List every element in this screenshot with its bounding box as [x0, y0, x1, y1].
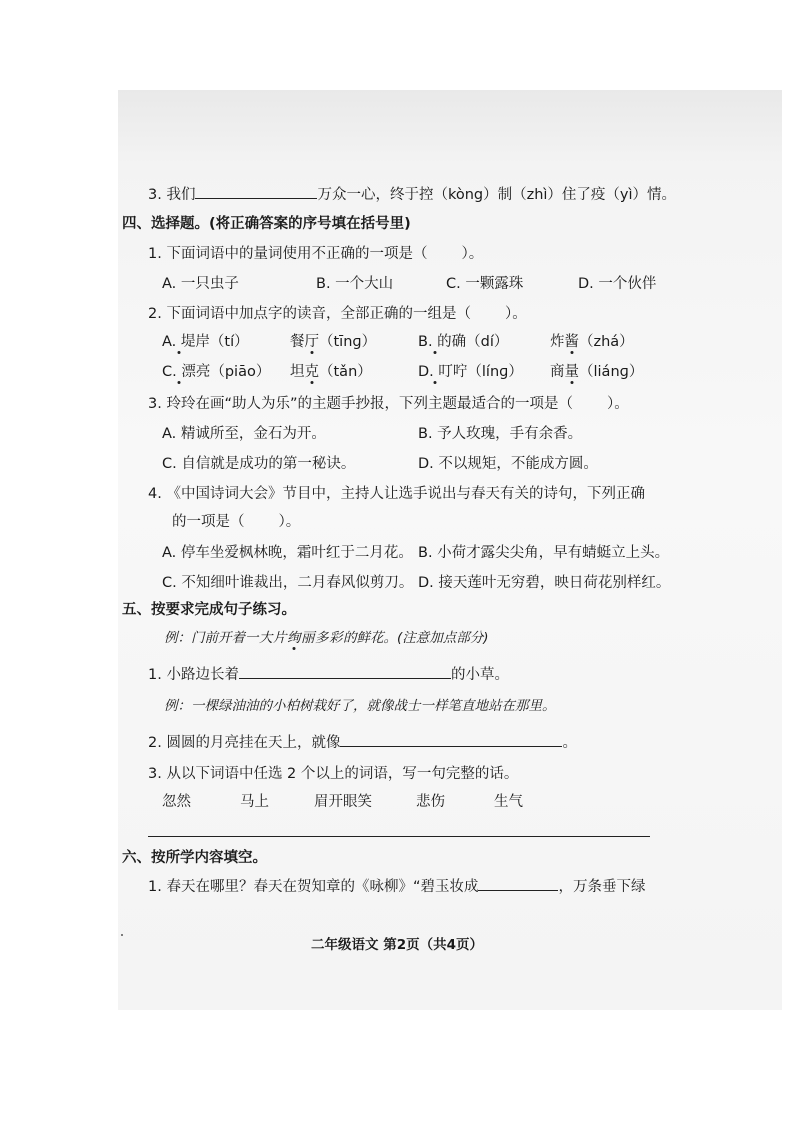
dotted-char: D. 叮	[418, 364, 453, 380]
dotted-char: 厅	[304, 334, 319, 350]
option-text: 炸	[550, 334, 565, 350]
option-a[interactable]: A. 精诚所至，金石为开。	[162, 426, 326, 442]
question-suffix: 的小草。	[450, 667, 509, 683]
example-1	[164, 628, 489, 648]
option-a-word2	[290, 332, 376, 352]
question-stem-end: ）。	[504, 306, 527, 322]
example-text: 的鲜花。(注意加点部分)	[343, 630, 489, 646]
question-prefix: 3. 我们	[148, 187, 196, 203]
option-text: 咛（línɡ）	[452, 364, 523, 380]
section-4-title: 四、选择题。(将正确答案的序号填在括号里)	[122, 216, 411, 232]
answer-blank[interactable]	[478, 876, 558, 891]
question-prefix: 1. 小路边长着	[148, 667, 239, 683]
question-stem: 的一项是（	[172, 514, 245, 530]
option-text: 岸（tí）	[195, 334, 249, 350]
option-c[interactable]: C. 一颗露珠	[446, 276, 524, 292]
page-footer: 二年级语文 第2页（共4页）	[311, 937, 483, 953]
option-c-word2	[290, 362, 372, 382]
option-d-word2	[550, 362, 643, 382]
dotted-char: 酱	[564, 334, 579, 350]
question-stem: 2. 下面词语中加点字的读音，全部正确的一组是（	[148, 306, 471, 322]
question-suffix: ，万条垂下绿	[558, 879, 646, 895]
option-c[interactable]: C. 不知细叶谁裁出，二月春风似剪刀。	[162, 575, 414, 591]
question-4-2	[148, 304, 527, 324]
example-text: 例：门前开着	[164, 630, 245, 646]
answer-blank[interactable]	[340, 732, 562, 747]
question-5-2	[148, 732, 577, 753]
answer-blank[interactable]	[195, 184, 317, 199]
word-option: 生气	[494, 794, 523, 810]
option-c[interactable]: C. 自信就是成功的第一秘诀。	[162, 456, 356, 472]
option-text: 商	[550, 364, 565, 380]
option-text: 亮（piāo）	[195, 364, 271, 380]
example-2: 例：一棵绿油油的小柏树栽好了，就像战士一样笔直地站在那里。	[164, 698, 556, 714]
question-stem: 3. 玲玲在画“助人为乐”的主题手抄报，下列主题最适合的一项是（	[148, 396, 573, 412]
question-stem-end: ）。	[278, 514, 301, 530]
question-4-3	[148, 394, 629, 414]
word-option: 眉开眼笑	[314, 794, 372, 810]
question-4-1	[148, 244, 483, 264]
option-d[interactable]: D. 接天莲叶无穷碧，映日荷花别样红。	[418, 575, 671, 591]
question-suffix: 。	[562, 735, 577, 751]
question-stem-end: ）。	[606, 396, 629, 412]
option-b[interactable]: B. 予人玫瑰，手有余香。	[418, 426, 583, 442]
option-b-word2	[550, 332, 634, 352]
option-b[interactable]: B. 小荷才露尖尖角，早有蜻蜓立上头。	[418, 545, 670, 561]
dotted-char: 克	[304, 364, 319, 380]
section-6-title: 六、按所学内容填空。	[122, 850, 267, 866]
option-a[interactable]: A. 停车坐爱枫林晚，霜叶红于二月花。	[162, 545, 413, 561]
question-4-4: 4. 《中国诗词大会》节目中，主持人让选手说出与春天有关的诗句，下列正确	[148, 486, 645, 502]
option-d[interactable]	[418, 362, 523, 382]
option-b[interactable]: B. 一个大山	[316, 276, 394, 292]
question-4-4-cont	[172, 512, 300, 532]
option-a[interactable]	[162, 332, 249, 352]
option-a[interactable]: A. 一只虫子	[162, 276, 239, 292]
option-text: （zhá）	[579, 334, 634, 350]
question-prefix: 1. 春天在哪里？春天在贺知章的《咏柳》“碧玉妆成	[148, 879, 479, 895]
option-text: （liánɡ）	[579, 364, 644, 380]
question-suffix: 万众一心，终于控（kòng）制（zhì）住了疫（yì）情。	[317, 187, 677, 203]
question-stem-end: ）。	[461, 246, 484, 262]
dotted-char: 量	[564, 364, 579, 380]
word-option: 忽然	[162, 794, 191, 810]
option-d[interactable]: D. 不以规矩，不能成方圆。	[418, 456, 598, 472]
dotted-char: C. 漂	[162, 364, 196, 380]
dotted-char: B. 的	[418, 334, 452, 350]
option-text: （tīnɡ）	[319, 334, 377, 350]
question-prefix: 2. 圆圆的月亮挂在天上，就像	[148, 735, 341, 751]
option-b[interactable]	[418, 332, 508, 352]
word-option: 悲伤	[416, 794, 445, 810]
answer-blank[interactable]	[239, 664, 451, 679]
option-text: （tǎn）	[319, 364, 372, 380]
word-option: 马上	[240, 794, 269, 810]
answer-line[interactable]	[148, 836, 650, 837]
option-text: 确（dí）	[451, 334, 509, 350]
question-6-1	[148, 876, 645, 897]
question-5-3: 3. 从以下词语中任选 2 个以上的词语，写一句完整的话。	[148, 766, 519, 782]
question-3-3	[148, 184, 676, 205]
option-c[interactable]	[162, 362, 270, 382]
option-text: 餐	[290, 334, 305, 350]
dotted-char: A. 堤	[162, 334, 196, 350]
question-5-1	[148, 664, 509, 685]
dotted-phrase: 一大片绚丽多彩	[245, 630, 343, 646]
option-text: 坦	[290, 364, 305, 380]
option-d[interactable]: D. 一个伙伴	[578, 276, 657, 292]
question-stem: 1. 下面词语中的量词使用不正确的一项是（	[148, 246, 428, 262]
section-5-title: 五、按要求完成句子练习。	[122, 602, 296, 618]
